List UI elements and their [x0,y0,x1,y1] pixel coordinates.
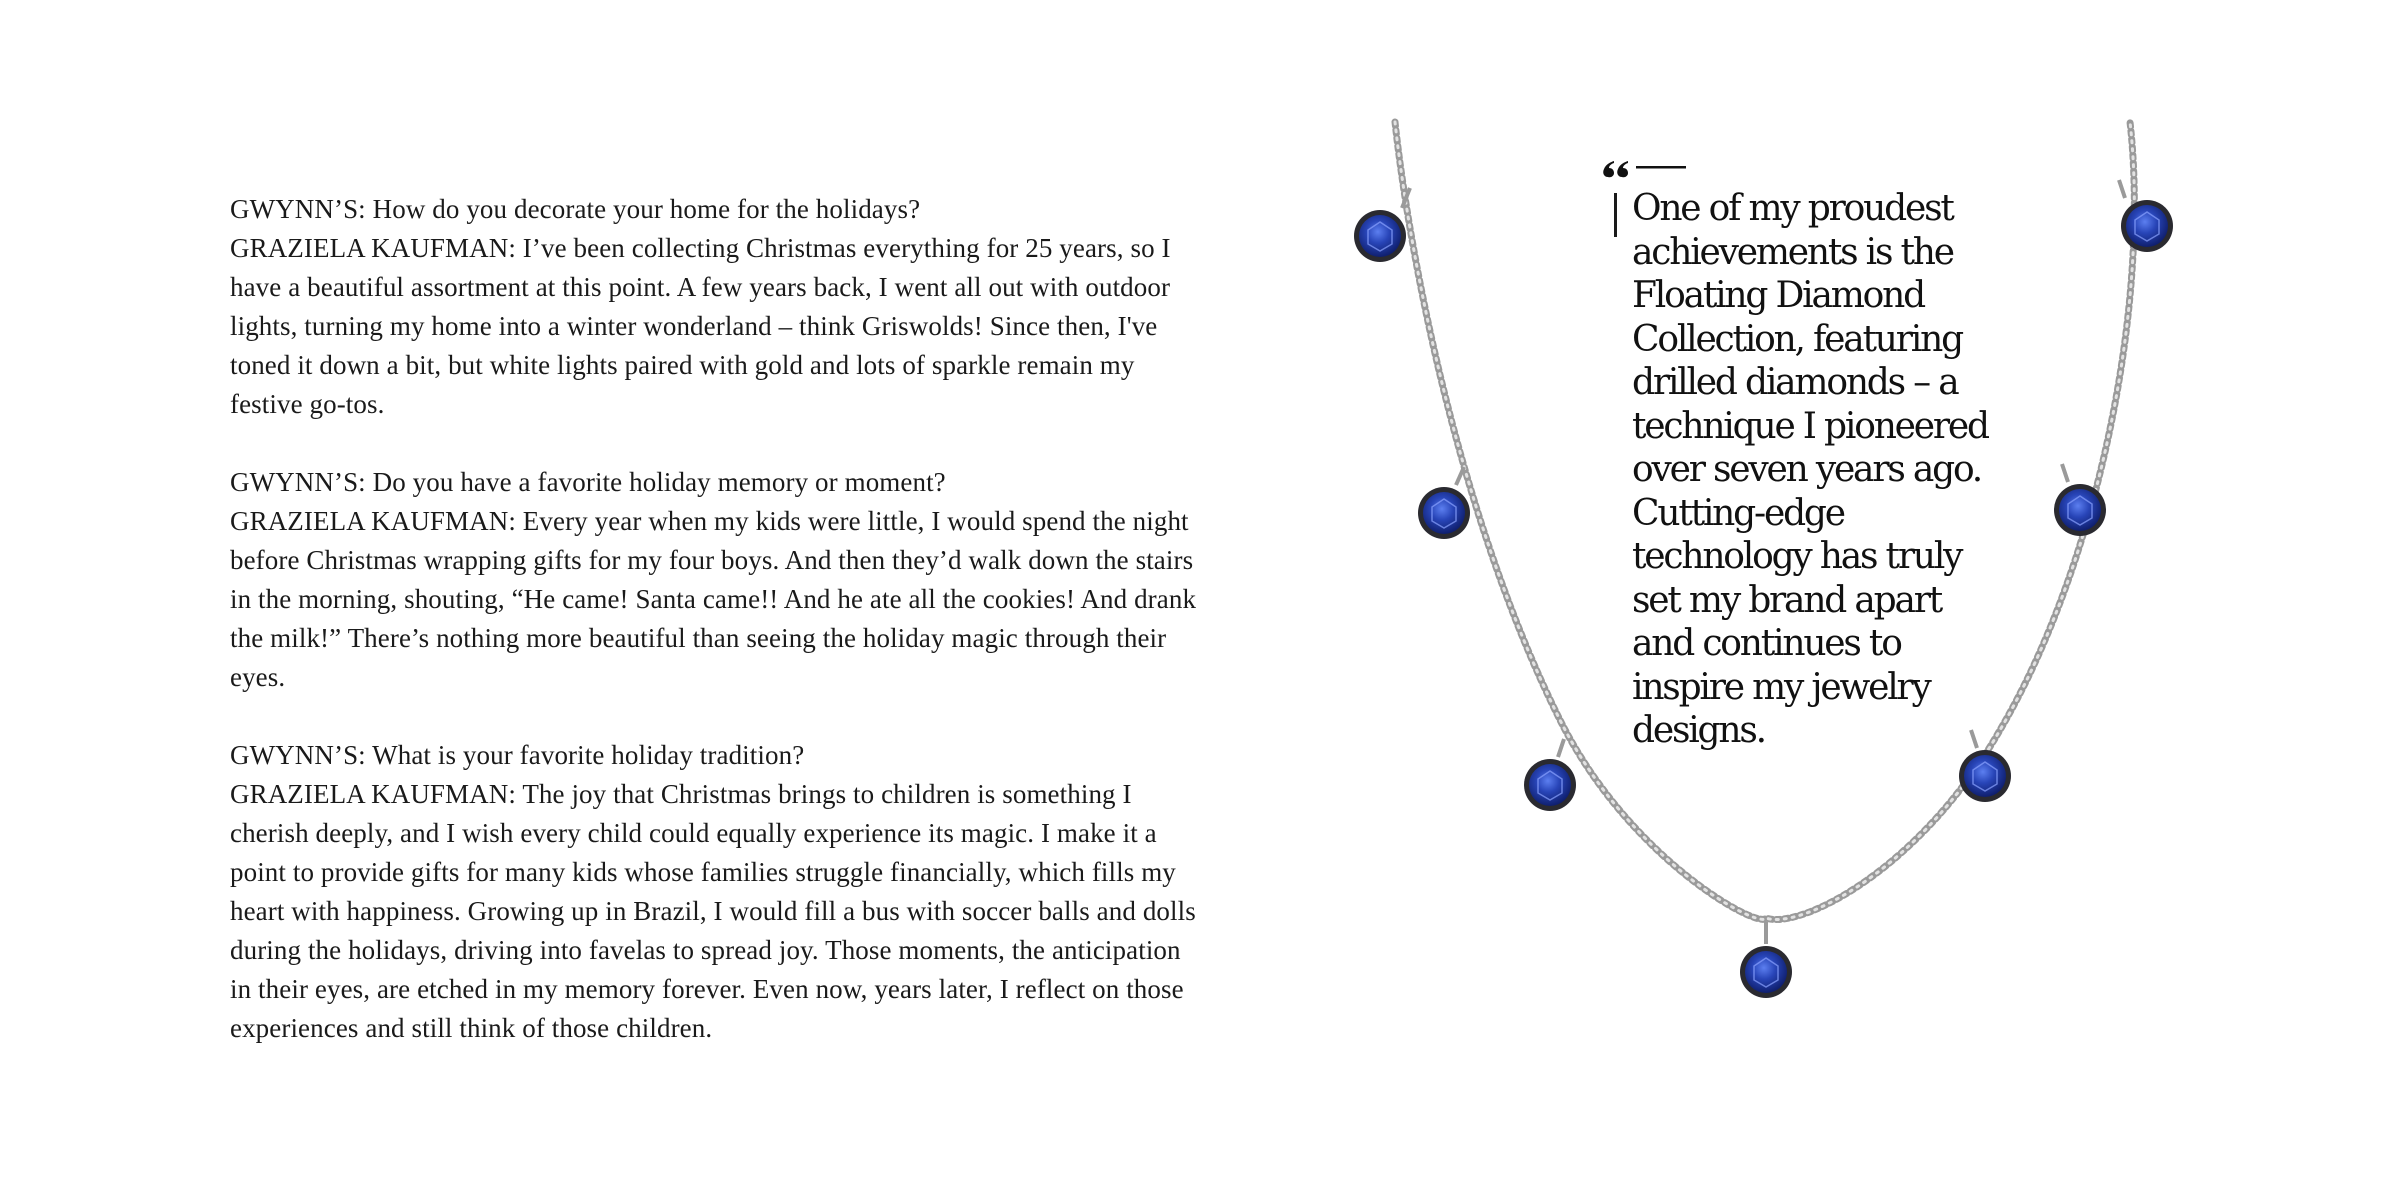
necklace-photo-page [1200,0,2400,1200]
interview-column [230,190,1200,1087]
qa-block-1 [230,190,1200,424]
sapphire-stone [1524,739,1576,811]
interview-answer: GRAZIELA KAUFMAN: The joy that Christmas brings to children is something I cherish deeply, and I wish every child could equally experience its magic. I make it a point to provide gifts for many kids whose families struggle financially, which fills my heart with happiness. Growing up in Brazil, I would fill a bus with soccer balls and dolls during the holidays, driving into favelas to spread joy. Those moments, the anticipation in their eyes, are etched in my memory forever. Even now, years later, I reflect on those experiences and still think of those children. [230,779,1196,1043]
interview-answer: GRAZIELA KAUFMAN: Every year when my kids were little, I would spend the night before Christmas wrapping gifts for my four boys. And then they’d walk down the stairs in the morning, shouting, “He came! Santa came!! And he ate all the cookies! And drank the milk!” There’s nothing more beautiful than seeing the holiday magic through their eyes. [230,506,1197,692]
interview-question: GWYNN’S: Do you have a favorite holiday memory or moment? [230,467,946,497]
sapphire-stone [1418,467,1470,539]
sapphire-stone [1740,922,1792,998]
sapphire-stone [1354,188,1410,262]
interview-answer: GRAZIELA KAUFMAN: I’ve been collecting Christmas everything for 25 years, so I have a beautiful assortment at this point. A few years back, I went all out with outdoor lights, turning my home into a winter wonderland – think Griswolds! Since then, I've toned it down a bit, but white lights paired with gold and lots of sparkle remain my festive go-tos. [230,233,1171,419]
qa-block-3 [230,736,1200,1048]
interview-question: GWYNN’S: How do you decorate your home for the holidays? [230,194,921,224]
interview-question: GWYNN’S: What is your favorite holiday tradition? [230,740,805,770]
qa-block-2 [230,463,1200,697]
pull-quote-text: One of my proudest achievements is the Floating Diamond Collection, featuring drilled diamonds – a technique I pioneered over seven years ago. Cutting-edge technology has truly set my brand apart and continues to inspire my jewelry designs. [1632,188,1988,751]
sapphire-stone [2119,180,2173,252]
quote-rule [1614,193,1617,237]
